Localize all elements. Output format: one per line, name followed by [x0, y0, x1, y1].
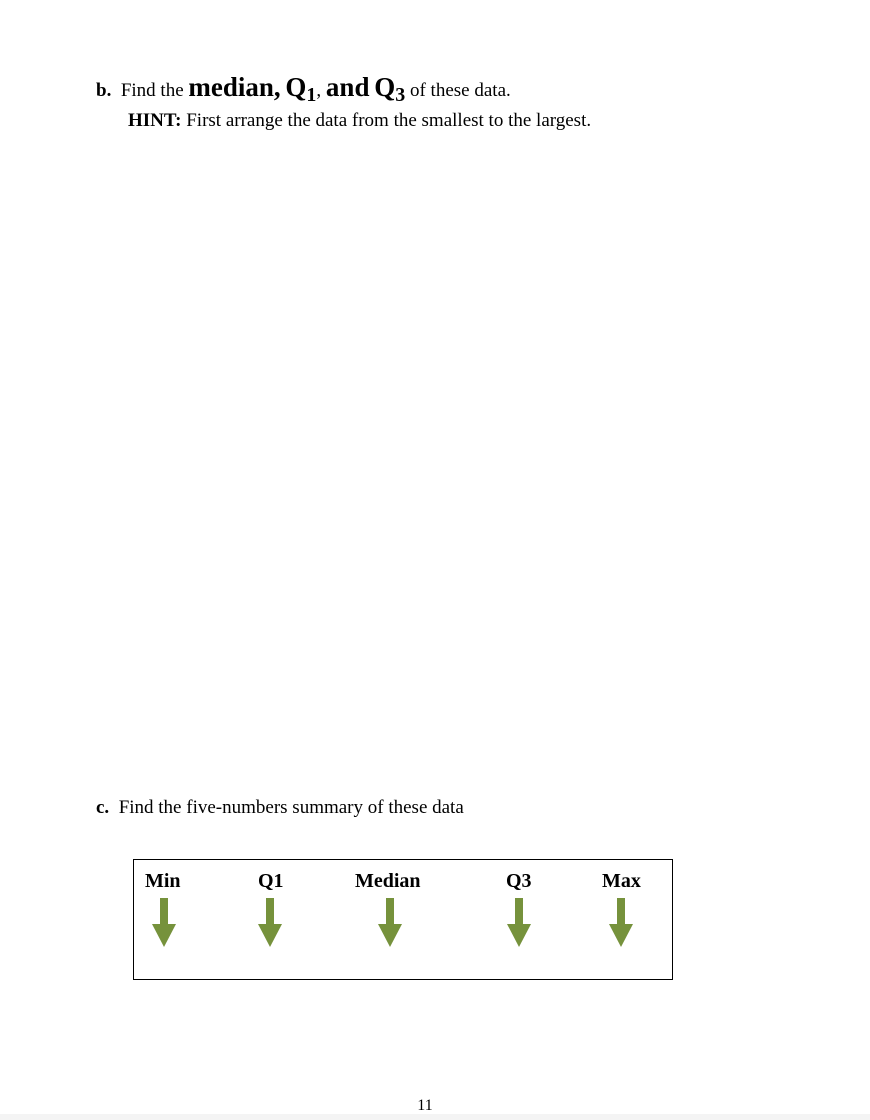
median-term: median, [188, 72, 281, 102]
summary-max [602, 870, 641, 893]
summary-q3 [506, 870, 532, 893]
question-b [96, 72, 511, 106]
q-letter-3: Q [374, 72, 396, 102]
summary-label-max: Max [602, 870, 641, 892]
summary-label-q1: Q1 [258, 870, 284, 892]
summary-label-median: Median [355, 870, 421, 892]
hint-text: First arrange the data from the smallest to the largest. [186, 110, 592, 131]
q1-subscript: 1 [306, 84, 317, 106]
comma: , [316, 80, 322, 101]
down-arrow-icon [257, 890, 283, 950]
question-c-text: Find the five-numbers summary of these data [118, 797, 464, 818]
question-b-label: b. [96, 80, 112, 101]
summary-min [145, 870, 181, 893]
question-c [96, 797, 464, 819]
summary-q1 [258, 870, 284, 893]
five-number-summary-box [133, 859, 673, 980]
hint-line [128, 110, 591, 132]
down-arrow-icon [608, 890, 634, 950]
question-b-find-text: Find the [120, 80, 184, 101]
page-number: 11 [417, 1097, 433, 1114]
question-c-label: c. [96, 797, 110, 818]
summary-label-min: Min [145, 870, 181, 892]
q-letter-1: Q [285, 72, 307, 102]
down-arrow-icon [377, 890, 403, 950]
summary-label-q3: Q3 [506, 870, 532, 892]
and-term: and [325, 72, 370, 102]
question-b-end-text: of these data. [409, 80, 511, 101]
hint-label: HINT: [128, 110, 182, 131]
page-bottom-edge [0, 1114, 870, 1120]
summary-median [355, 870, 421, 893]
down-arrow-icon [151, 890, 177, 950]
down-arrow-icon [506, 890, 532, 950]
q3-subscript: 3 [395, 84, 406, 106]
